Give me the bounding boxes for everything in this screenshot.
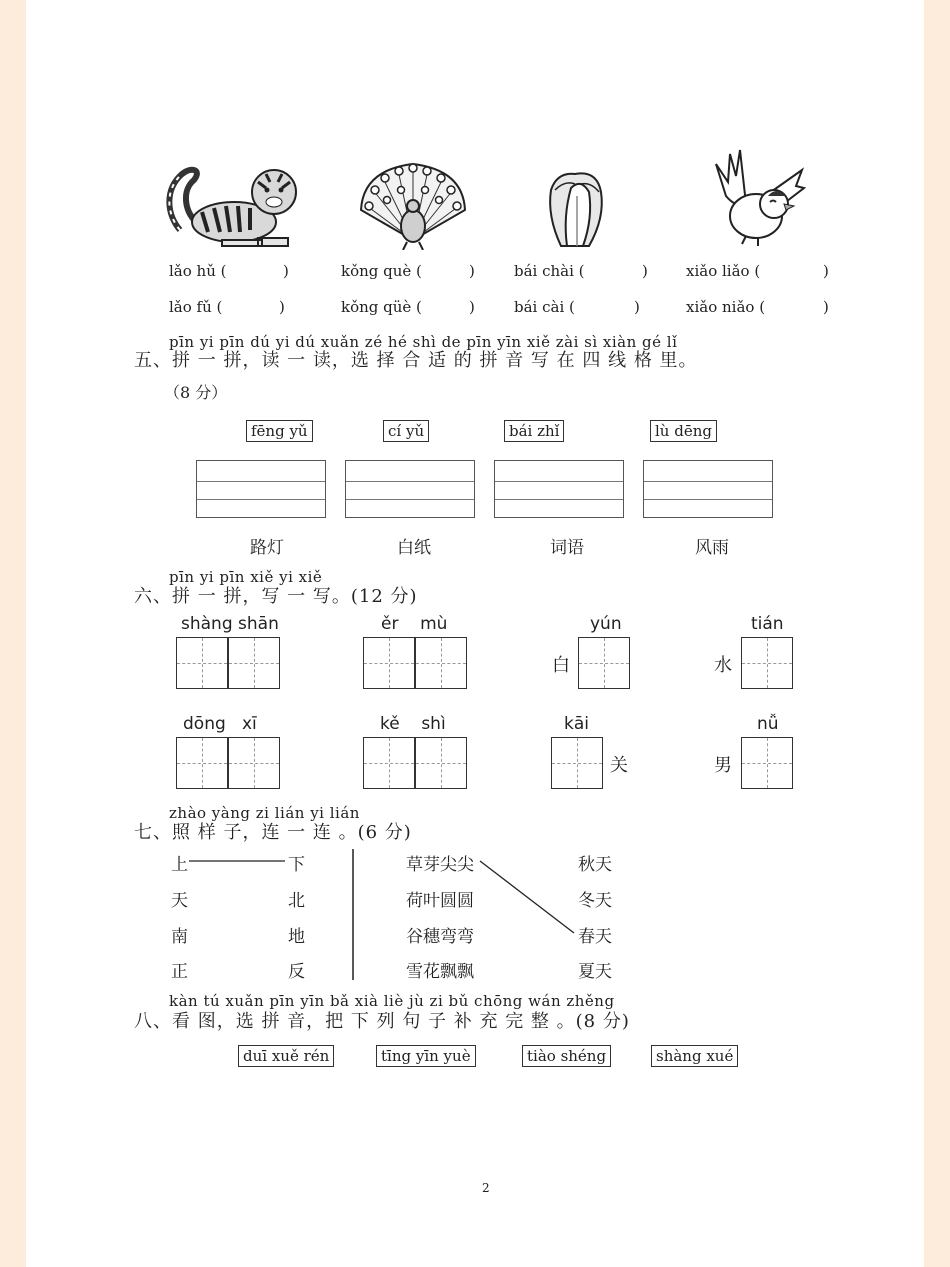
close-paren: ) — [823, 298, 829, 316]
pinyin-shang-shan: shàng shān — [181, 614, 279, 634]
section8-title-pinyin: kàn tú xuǎn pīn yīn bǎ xià liè jù zi bǔ chōng wán zhěng — [169, 992, 615, 1010]
choice-peacock-2: kǒng qüè ( — [341, 298, 422, 316]
close-paren: ) — [469, 298, 475, 316]
char-nan: 男 — [714, 755, 732, 776]
match-right-item[interactable]: 下 — [288, 855, 305, 875]
choice-bird-1: xiǎo liǎo ( — [686, 262, 761, 280]
section5-score: （8 分） — [164, 383, 228, 402]
section5-title: 五、拼 一 拼，读 一 读，选 择 合 适 的 拼 音 写 在 四 线 格 里。 — [134, 350, 698, 371]
choice-bird-2: xiǎo niǎo ( — [686, 298, 766, 316]
match-right-item[interactable]: 反 — [288, 962, 305, 982]
char-shui: 水 — [714, 655, 732, 676]
choice-tiger-1: lǎo hǔ ( — [169, 262, 227, 280]
word-feng-yu: 风雨 — [695, 538, 729, 558]
option-lu-deng: lù dēng — [650, 420, 717, 442]
option-bai-zhi: bái zhǐ — [504, 420, 564, 442]
section8-title: 八、看 图，选 拼 音，把 下 列 句 子 补 充 完 整 。(8 分) — [134, 1011, 630, 1032]
match-left-item[interactable]: 南 — [171, 927, 188, 947]
pinyin-nu: nǚ — [757, 714, 779, 734]
word-lu-deng: 路灯 — [250, 538, 284, 558]
pinyin-kai: kāi — [564, 714, 589, 734]
match-phrase-item[interactable]: 雪花飘飘 — [406, 962, 474, 982]
pinyin-yun: yún — [590, 614, 622, 634]
match-season-item[interactable]: 春天 — [578, 927, 612, 947]
close-paren: ) — [469, 262, 475, 280]
match-season-item[interactable]: 秋天 — [578, 855, 612, 875]
close-paren: ) — [283, 262, 289, 280]
close-paren: ) — [634, 298, 640, 316]
option-feng-yu: fēng yǔ — [246, 420, 313, 442]
close-paren: ) — [642, 262, 648, 280]
pinyin-er-mu: ěr mù — [381, 614, 448, 634]
section6-title: 六、拼 一 拼，写 一 写。(12 分) — [134, 586, 418, 607]
option-ting-yin-yue: tīng yīn yuè — [376, 1045, 476, 1067]
section7-title: 七、照 样 子，连 一 连 。(6 分) — [134, 822, 412, 843]
choice-cabbage-2: bái cài ( — [514, 298, 575, 316]
choice-peacock-1: kǒng què ( — [341, 262, 422, 280]
match-left-item[interactable]: 上 — [171, 855, 188, 875]
pinyin-dong-xi: dōng xī — [183, 714, 257, 734]
section6-title-pinyin: pīn yi pīn xiě yi xiě — [169, 568, 323, 586]
match-left-item[interactable]: 正 — [171, 962, 188, 982]
pinyin-ke-shi: kě shì — [380, 714, 446, 734]
match-phrase-item[interactable]: 荷叶圆圆 — [406, 891, 474, 911]
match-phrase-item[interactable]: 谷穗弯弯 — [406, 927, 474, 947]
word-bai-zhi: 白纸 — [397, 538, 431, 558]
option-shang-xue: shàng xué — [651, 1045, 738, 1067]
match-season-item[interactable]: 夏天 — [578, 962, 612, 982]
match-left-item[interactable]: 天 — [171, 891, 188, 911]
option-dui-xue-ren: duī xuě rén — [238, 1045, 334, 1067]
pinyin-tian: tián — [751, 614, 784, 634]
page-number: 2 — [482, 1181, 490, 1195]
match-season-item[interactable]: 冬天 — [578, 891, 612, 911]
section7-title-pinyin: zhào yàng zi lián yi lián — [169, 804, 360, 822]
section5-title-pinyin: pīn yi pīn dú yi dú xuǎn zé hé shì de pīn yīn xiě zài sì xiàn gé lǐ — [169, 333, 678, 351]
word-ci-yu: 词语 — [550, 538, 584, 558]
worksheet-page — [26, 0, 924, 1267]
char-bai: 白 — [552, 655, 570, 676]
close-paren: ) — [823, 262, 829, 280]
match-phrase-item[interactable]: 草芽尖尖 — [406, 855, 474, 875]
match-lines — [26, 0, 924, 1000]
example-link-line — [480, 861, 574, 933]
match-right-item[interactable]: 北 — [288, 891, 305, 911]
choice-tiger-2: lǎo fǔ ( — [169, 298, 223, 316]
close-paren: ) — [279, 298, 285, 316]
char-guan: 关 — [610, 755, 628, 776]
choice-cabbage-1: bái chài ( — [514, 262, 585, 280]
option-tiao-sheng: tiào shéng — [522, 1045, 611, 1067]
match-right-item[interactable]: 地 — [288, 927, 305, 947]
option-ci-yu: cí yǔ — [383, 420, 429, 442]
